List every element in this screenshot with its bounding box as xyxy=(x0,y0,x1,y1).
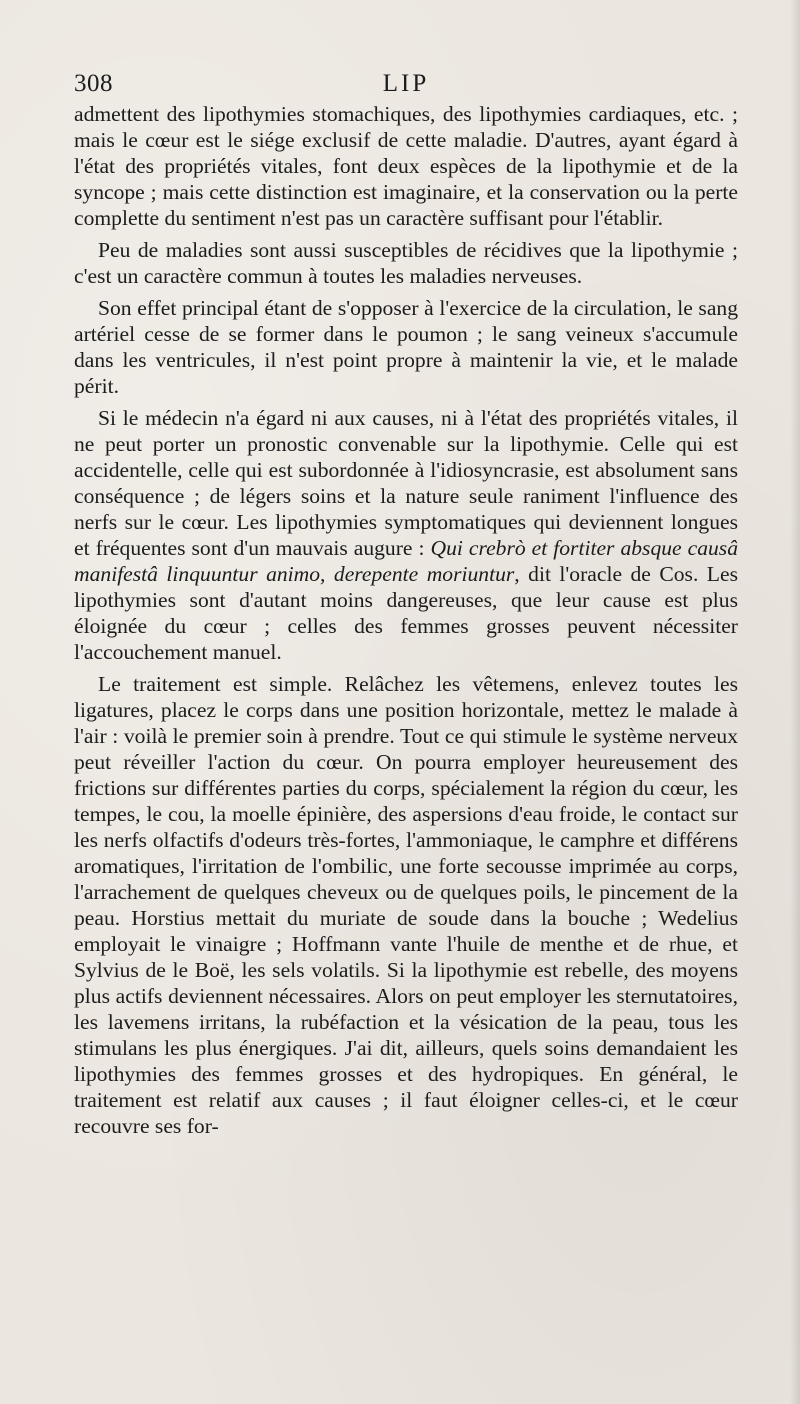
body-text xyxy=(74,101,738,1139)
running-head xyxy=(74,66,738,102)
paragraph-pronostic xyxy=(74,405,738,665)
pronostic-text-before: Si le médecin n'a égard ni aux causes, ni à l'état des propriétés vitales, il ne peut porter un pronostic convenable sur la lipothymie. Celle qui est accidentelle, celle qui est subordonnée à l'idiosyncrasie, est absolument sans conséquence ; de légers soins et la nature seule raniment l'influence des nerfs sur le cœur. Les lipothymies symptomatiques qui deviennent longues et fréquentes sont d'un mauvais augure : xyxy=(74,406,738,560)
running-title: LIP xyxy=(382,70,430,97)
latin-quote: Qui crebrò et fortiter absque causâ manifestâ linquuntur animo, derepente moriuntur xyxy=(74,536,738,586)
page-number: 308 xyxy=(74,70,113,97)
page-edge-shadow xyxy=(790,0,800,1404)
paragraph-traitement: Le traitement est simple. Relâchez les vêtemens, enlevez toutes les ligatures, placez le corps dans une position horizontale, mettez le malade à l'air : voilà le premier soin à prendre. Tout ce qui stimule le système nerveux peut réveiller l'action du cœur. On pourra employer heureusement des frictions sur différentes parties du corps, spécialement la région du cœur, les tempes, le cou, la moelle épinière, des aspersions d'eau froide, le contact sur les nerfs olfactifs d'odeurs très-fortes, l'ammoniaque, le camphre et différens aromatiques, l'irritation de l'ombilic, une forte secousse imprimée au corps, l'arrachement de quelques cheveux ou de quelques poils, le pincement de la peau. Horstius mettait du muriate de soude dans la bouche ; Wedelius employait le vinaigre ; Hoffmann vante l'huile de menthe et de rhue, et Sylvius de le Boë, les sels volatils. Si la lipothymie est rebelle, des moyens plus actifs deviennent nécessaires. Alors on peut employer les sternutatoires, les lavemens irritans, la rubéfaction et la vésication de la peau, tous les stimulans les plus énergiques. J'ai dit, ailleurs, quels soins demandaient les lipothymies des femmes grosses et des hydropiques. En général, le traitement est relatif aux causes ; il faut éloigner celles-ci, et le cœur recouvre ses for- xyxy=(74,672,738,1138)
paragraph-continuation: admettent des lipothymies stomachiques, des lipothymies cardiaques, etc. ; mais le cœur est le siége exclusif de cette maladie. D'autres, ayant égard à l'état des propriétés vitales, font deux espèces de la lipothymie et de la syncope ; mais cette distinction est imaginaire, et la conservation ou la perte complette du sentiment n'est pas un caractère suffisant pour l'établir. xyxy=(74,102,738,230)
paragraph-recidives: Peu de maladies sont aussi susceptibles de récidives que la lipothymie ; c'est un caractère commun à toutes les maladies nerveuses. xyxy=(74,238,738,288)
pronostic-text-after: , dit l'oracle de Cos. Les lipothymies sont d'autant moins dangereuses, que leur cause est plus éloignée du cœur ; celles des femmes grosses peuvent nécessiter l'accouchement manuel. xyxy=(74,562,738,664)
paragraph-effet-principal: Son effet principal étant de s'opposer à l'exercice de la circulation, le sang artériel cesse de se former dans le poumon ; le sang veineux s'accumule dans les ventricules, il n'est point propre à maintenir la vie, et le malade périt. xyxy=(74,296,738,398)
